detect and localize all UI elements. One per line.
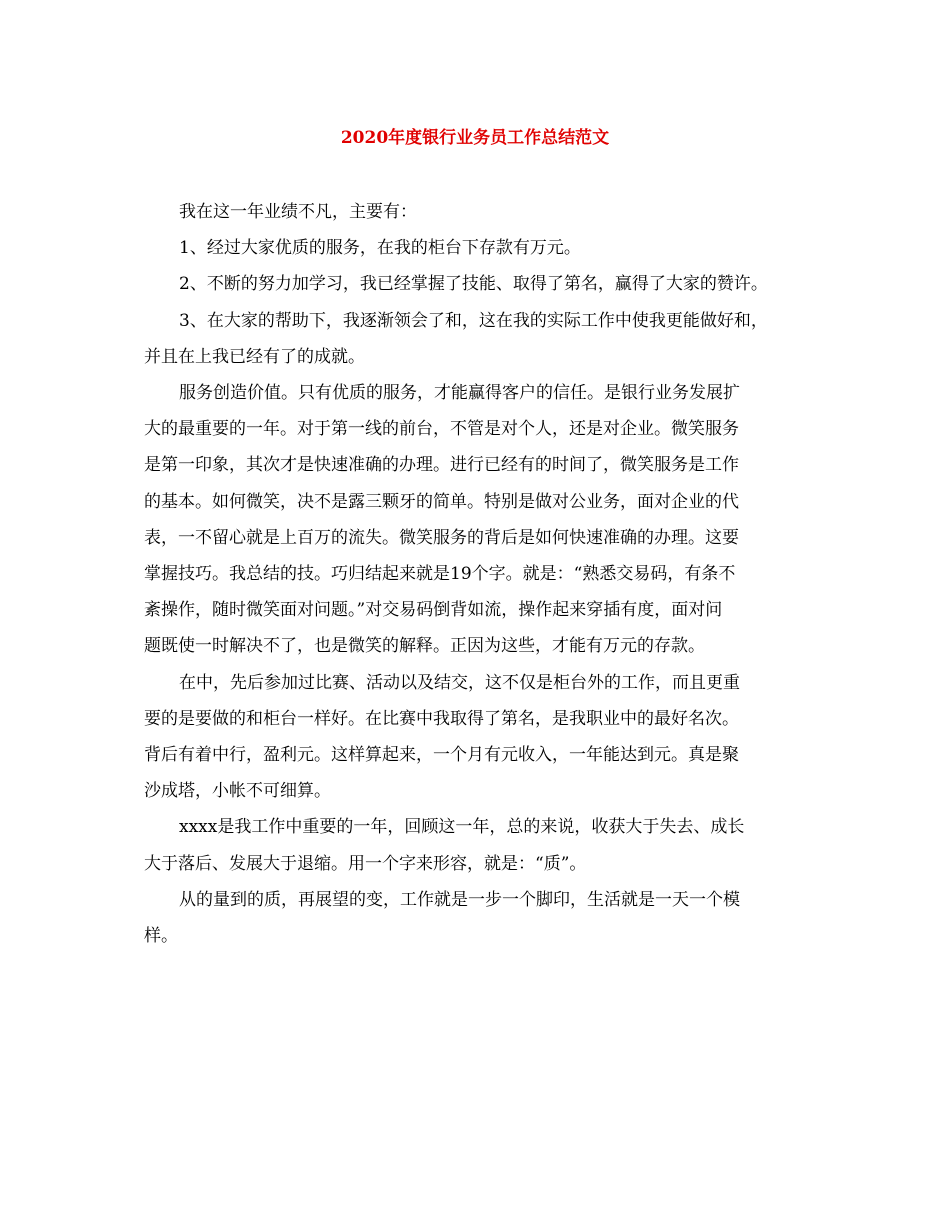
body-line: 题既使一时解决不了，也是微笑的解释。正因为这些，才能有万元的存款。: [144, 636, 705, 656]
body-line: 表，一不留心就是上百万的流失。微笑服务的背后是如何快速准确的办理。这要: [144, 528, 739, 548]
body-line: 从的量到的质，再展望的变，工作就是一步一个脚印，生活就是一天一个模: [179, 890, 740, 910]
body-line: 在中，先后参加过比赛、活动以及结交，这不仅是柜台外的工作，而且更重: [179, 673, 740, 693]
body-line: 是第一印象，其次才是快速准确的办理。进行已经有的时间了，微笑服务是工作: [144, 455, 739, 475]
body-line: 大的最重要的一年。对于第一线的前台，不管是对个人，还是对企业。微笑服务: [144, 419, 739, 439]
body-line: 我在这一年业绩不凡，主要有：: [179, 202, 417, 222]
body-line: 3、在大家的帮助下，我逐渐领会了和，这在我的实际工作中使我更能做好和，: [179, 311, 768, 331]
body-line: 大于落后、发展大于退缩。用一个字来形容，就是：“质”。: [144, 854, 587, 874]
body-line: 1、经过大家优质的服务，在我的柜台下存款有万元。: [179, 238, 581, 258]
body-line: 的基本。如何微笑，决不是露三颗牙的简单。特别是做对公业务，面对企业的代: [144, 492, 739, 512]
body-line: 沙成塔，小帐不可细算。: [144, 781, 331, 801]
body-line: 服务创造价值。只有优质的服务，才能赢得客户的信任。是银行业务发展扩: [179, 383, 740, 403]
body-line: 样。: [144, 926, 178, 946]
body-line: 并且在上我已经有了的成就。: [144, 347, 365, 367]
body-line: xxxx是我工作中重要的一年，回顾这一年，总的来说，收获大于失去、成长: [179, 817, 745, 837]
body-line: 2、不断的努力加学习，我已经掌握了技能、取得了第名，赢得了大家的赞许。: [179, 274, 768, 294]
document-title: 2020年度银行业务员工作总结范文: [340, 128, 610, 148]
body-line: 要的是要做的和柜台一样好。在比赛中我取得了第名，是我职业中的最好名次。: [144, 709, 739, 729]
body-line: 紊操作，随时微笑面对问题。”对交易码倒背如流，操作起来穿插有度，面对问: [144, 600, 723, 620]
body-line: 背后有着中行，盈利元。这样算起来，一个月有元收入，一年能达到元。真是聚: [144, 745, 739, 765]
body-line: 掌握技巧。我总结的技。巧归结起来就是19个字。就是：“熟悉交易码，有条不: [144, 564, 736, 584]
